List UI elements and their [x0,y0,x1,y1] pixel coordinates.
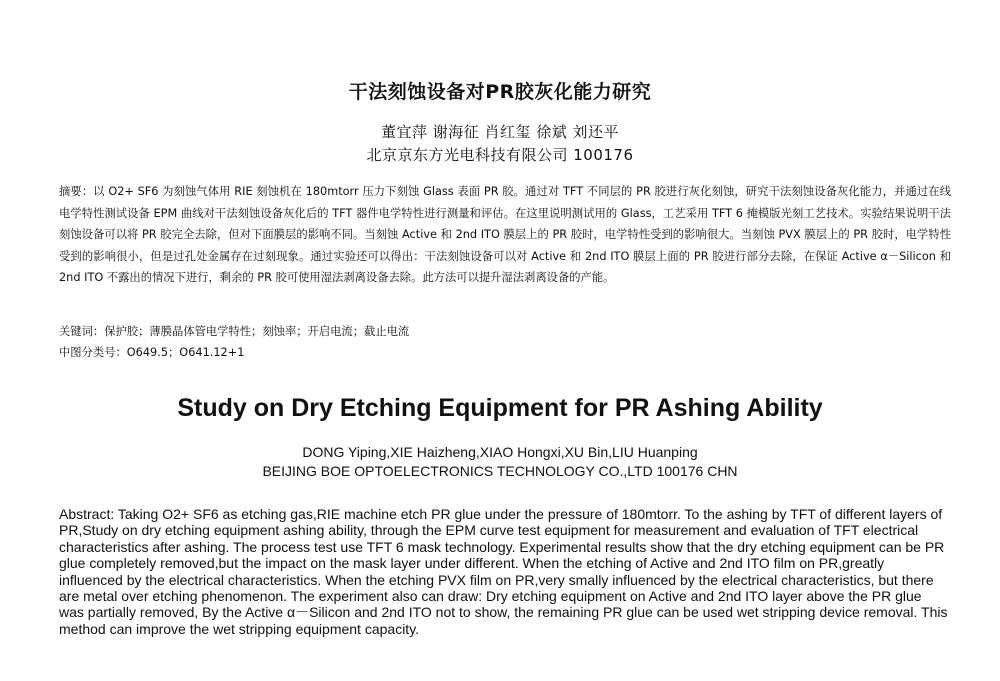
chinese-keywords: 关键词：保护胶；薄膜晶体管电学特性；刻蚀率；开启电流；截止电流 [59,325,410,338]
chinese-authors: 董宜萍 谢海征 肖红玺 徐斌 刘还平 [380,123,620,141]
english-affiliation: BEIJING BOE OPTOELECTRONICS TECHNOLOGY CO.,LTD 100176 CHN [262,463,738,479]
chinese-affiliation: 北京京东方光电科技有限公司 100176 [366,146,634,164]
chinese-abstract: 摘要：以 O2+ SF6 为刻蚀气体用 RIE 刻蚀机在 180mtorr 压力下刻蚀 Glass 表面 PR 胶。通过对 TFT 不同层的 PR 胶进行灰化刻蚀，研究干法刻蚀设备灰化能力，并通过在线电学特性测试设备 EPM 曲线对干法刻蚀设备灰化后的 TFT 器件电学特性进行测量和评估。在这里说明测试用的 Glass，工艺采用 TFT 6 掩模版光刻工艺技术。实验结果说明干法刻蚀设备可以将 PR 胶完全去除，但对下面膜层的影响不同。当刻蚀 Active 和 2nd ITO 膜层上的 PR 胶时，电学特性受到的影响很大。当刻蚀 PVX 膜层上的 PR 胶时，电学特性受到的影响很小，但是过孔处金属存在过刻现象。通过实验还可以得出：干法刻蚀设备可以对 Active 和 2nd ITO 膜层上面的 PR 胶进行部分去除，在保证 Active α－Silicon 和 2nd ITO 不露出的情况下进行，剩余的 PR 胶可使用湿法剥离设备去除。此方法可以提升湿法剥离设备的产能。 [59,185,951,284]
english-title: Study on Dry Etching Equipment for PR Ashing Ability [177,394,823,422]
english-abstract: Abstract: Taking O2+ SF6 as etching gas,RIE machine etch PR glue under the pressure of 180mtorr. To the ashing by TFT of different layers of PR,Study on dry etching equipment ashing ability, through the EPM curve test equipment for measurement and evaluation of TFT electrical characteristics after ashing. The process test use TFT 6 mask technology. Experimental results show that the dry etching equipment can be PR glue completely removed,but the impact on the mask layer under different. When the etching of Active and 2nd ITO film on PR,greatly influenced by the electrical characteristics. When the etching PVX film on PR,very smally influenced by the electrical characteristics, but there are metal over etching phenomenon. The experiment also can draw: Dry etching equipment on Active and 2nd ITO layer above the PR glue was partially removed, By the Active α－Silicon and 2nd ITO not to show, the remaining PR glue can be used wet stripping device removal. This method can improve the wet stripping equipment capacity. [59,506,948,637]
chinese-classification-number: 中图分类号：O649.5；O641.12+1 [59,346,245,359]
english-authors: DONG Yiping,XIE Haizheng,XIAO Hongxi,XU Bin,LIU Huanping [302,444,698,460]
chinese-title: 干法刻蚀设备对PR胶灰化能力研究 [348,81,652,103]
